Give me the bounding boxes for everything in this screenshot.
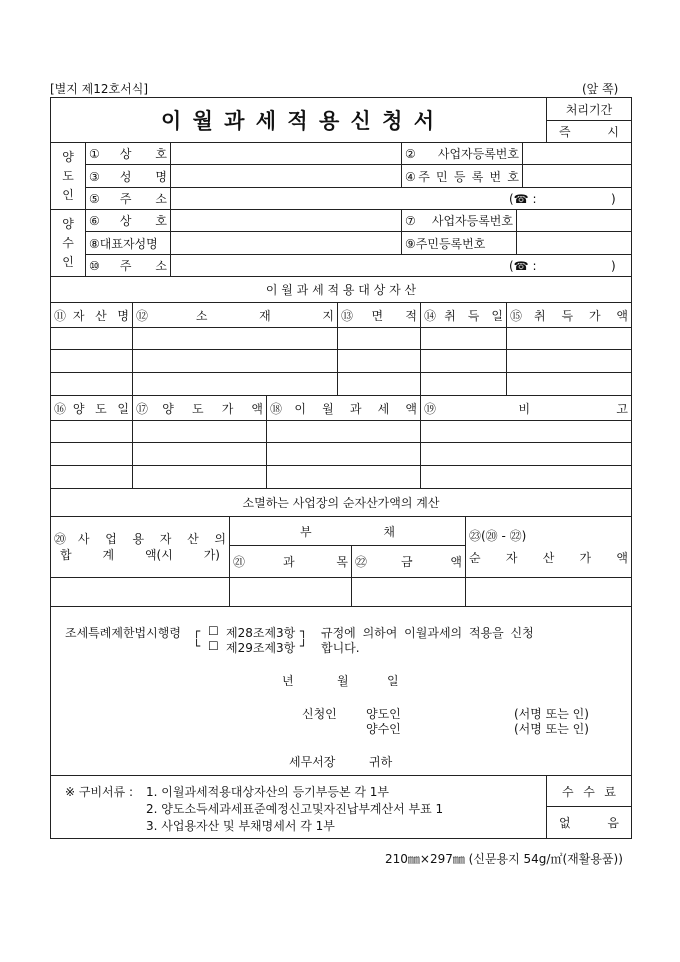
col-transfer-date: ⑯양 도 일 <box>50 395 133 421</box>
asset-row-cell[interactable] <box>337 349 421 373</box>
transferor-sign-label: 양도인 <box>366 707 401 721</box>
net-value-field[interactable] <box>465 577 632 607</box>
asset-row-cell[interactable] <box>50 372 133 396</box>
option1-label: 제28조제3항 <box>226 626 296 640</box>
applicant-label: 신청인 <box>302 707 337 721</box>
bracket-top-right: ┐ <box>300 624 308 638</box>
asset-row-cell[interactable] <box>132 349 338 373</box>
transferor-name-label: ③성 명 <box>85 164 171 188</box>
transferor-resident-no-label: ④주 민 등 록 번 호 <box>401 164 523 188</box>
page-side: (앞 쪽) <box>582 82 619 96</box>
processing-value: 즉 시 <box>546 120 632 143</box>
transferee-biz-reg-field[interactable] <box>516 209 632 232</box>
processing-label: 처리기간 <box>546 97 632 121</box>
transferor-address-label: ⑤주 소 <box>85 187 171 210</box>
subject-field[interactable] <box>229 577 352 607</box>
transfer-row-cell[interactable] <box>50 442 133 466</box>
asset-row-cell[interactable] <box>420 327 507 350</box>
transfer-row-cell[interactable] <box>420 420 632 443</box>
tax-office-label: 세무서장 <box>289 755 336 769</box>
honorific: 귀하 <box>369 755 393 769</box>
transfer-row-cell[interactable] <box>266 465 421 489</box>
transferor-address-field[interactable] <box>170 187 632 210</box>
bracket-top-left: ┌ <box>193 624 201 638</box>
transferor-biz-reg-field[interactable] <box>522 142 632 165</box>
asset-row-cell[interactable] <box>506 372 632 396</box>
transferee-address-label: ⑩주 소 <box>85 254 171 277</box>
transferor-business-name-label: ①상 호 <box>85 142 171 165</box>
fee-value: 없 음 <box>546 806 632 839</box>
declaration-text-1: 규정에 의하여 이월과세의 적용을 신청 <box>321 626 534 640</box>
document-item-3: 3. 사업용자산 및 부채명세서 각 1부 <box>146 819 335 833</box>
transferee-biz-reg-label: ⑦사업자등록번호 <box>401 209 517 232</box>
fee-label: 수 수 료 <box>546 775 632 807</box>
document-item-2: 2. 양도소득세과세표준예정신고및자진납부계산서 부표 1 <box>146 802 444 816</box>
transferee-group-label: 양 수 인 <box>50 209 86 277</box>
asset-row-cell[interactable] <box>506 327 632 350</box>
transfer-row-cell[interactable] <box>420 465 632 489</box>
asset-row-cell[interactable] <box>132 372 338 396</box>
transfer-row-cell[interactable] <box>132 442 267 466</box>
transferor-business-name-field[interactable] <box>170 142 402 165</box>
asset-row-cell[interactable] <box>50 349 133 373</box>
transferee-sign-label: 양수인 <box>366 722 401 736</box>
transfer-row-cell[interactable] <box>266 420 421 443</box>
amount-label: ㉒금 액 <box>351 545 466 578</box>
amount-field[interactable] <box>351 577 466 607</box>
transfer-row-cell[interactable] <box>420 442 632 466</box>
transfer-row-cell[interactable] <box>50 465 133 489</box>
bracket-bottom-left: └ <box>193 639 201 653</box>
col-transfer-price: ⑰양 도 가 액 <box>132 395 267 421</box>
transferee-representative-field[interactable] <box>170 231 402 255</box>
col-acquisition-price: ⑮취 득 가 액 <box>506 302 632 328</box>
transfer-row-cell[interactable] <box>132 420 267 443</box>
transferee-resident-no-label: ⑨주민등록번호 <box>401 231 517 255</box>
total-assets-field[interactable] <box>50 577 230 607</box>
asset-row-cell[interactable] <box>337 327 421 350</box>
asset-row-cell[interactable] <box>420 372 507 396</box>
transferor-phone-close: ) <box>611 191 616 206</box>
transferee-resident-no-field[interactable] <box>516 231 632 255</box>
transferee-representative-label: ⑧대표자성명 <box>85 231 171 255</box>
form-title-cell <box>50 97 547 143</box>
asset-row-cell[interactable] <box>50 327 133 350</box>
subject-label: ㉑과 목 <box>229 545 352 578</box>
transfer-row-cell[interactable] <box>50 420 133 443</box>
transferor-group-label: 양 도 인 <box>50 142 86 210</box>
paper-spec: 210㎜×297㎜ (신문용지 54g/㎡(재활용품)) <box>385 852 623 866</box>
law-name: 조세특례제한법시행령 <box>65 626 181 640</box>
assets-section-title: 이 월 과 세 적 용 대 상 자 산 <box>50 276 632 303</box>
transferee-business-name-field[interactable] <box>170 209 402 232</box>
asset-row-cell[interactable] <box>132 327 338 350</box>
date-day: 일 <box>387 674 399 688</box>
col-asset-name: ⑪자 산 명 <box>50 302 133 328</box>
total-business-assets-label: ⑳사 업 용 자 산 의 합 계 액(시 가) <box>50 516 230 578</box>
transferor-resident-no-field[interactable] <box>522 164 632 188</box>
form-title: 이 월 과 세 적 용 신 청 서 <box>160 109 437 133</box>
transferor-signature: (서명 또는 인) <box>514 707 589 721</box>
document-item-1: 1. 이월과세적용대상자산의 등기부등본 각 1부 <box>146 785 389 799</box>
declaration-text-2: 합니다. <box>321 641 360 655</box>
documents-label: ※ 구비서류 : <box>65 785 134 799</box>
asset-row-cell[interactable] <box>337 372 421 396</box>
col-carryover-tax: ⑱이 월 과 세 액 <box>266 395 421 421</box>
transfer-row-cell[interactable] <box>132 465 267 489</box>
transfer-row-cell[interactable] <box>266 442 421 466</box>
date-month: 월 <box>337 674 349 688</box>
option1-checkbox[interactable]: ☐ <box>208 624 219 638</box>
asset-row-cell[interactable] <box>420 349 507 373</box>
net-asset-value-label: ㉓(⑳ - ㉒) 순 자 산 가 액 <box>465 516 632 578</box>
date-year: 년 <box>282 674 294 688</box>
transferor-phone-label: (☎ : <box>509 191 537 206</box>
transferee-business-name-label: ⑥상 호 <box>85 209 171 232</box>
col-area: ⑬면 적 <box>337 302 421 328</box>
option2-checkbox[interactable]: ☐ <box>208 639 219 653</box>
transferee-signature: (서명 또는 인) <box>514 722 589 736</box>
col-location: ⑫소 재 지 <box>132 302 338 328</box>
col-remarks: ⑲비 고 <box>420 395 632 421</box>
bracket-bottom-right: ┘ <box>300 639 308 653</box>
liabilities-label: 부 채 <box>229 516 466 546</box>
form-number: [별지 제12호서식] <box>50 82 148 96</box>
col-acquisition-date: ⑭취 득 일 <box>420 302 507 328</box>
transferor-biz-reg-label: ②사업자등록번호 <box>401 142 523 165</box>
asset-row-cell[interactable] <box>506 349 632 373</box>
transferor-name-field[interactable] <box>170 164 402 188</box>
net-assets-section-title: 소멸하는 사업장의 순자산가액의 계산 <box>50 488 632 517</box>
option2-label: 제29조제3항 <box>226 641 296 655</box>
transferee-phone-close: ) <box>611 258 616 273</box>
transferee-phone-label: (☎ : <box>509 258 537 273</box>
transferee-address-field[interactable] <box>170 254 632 277</box>
